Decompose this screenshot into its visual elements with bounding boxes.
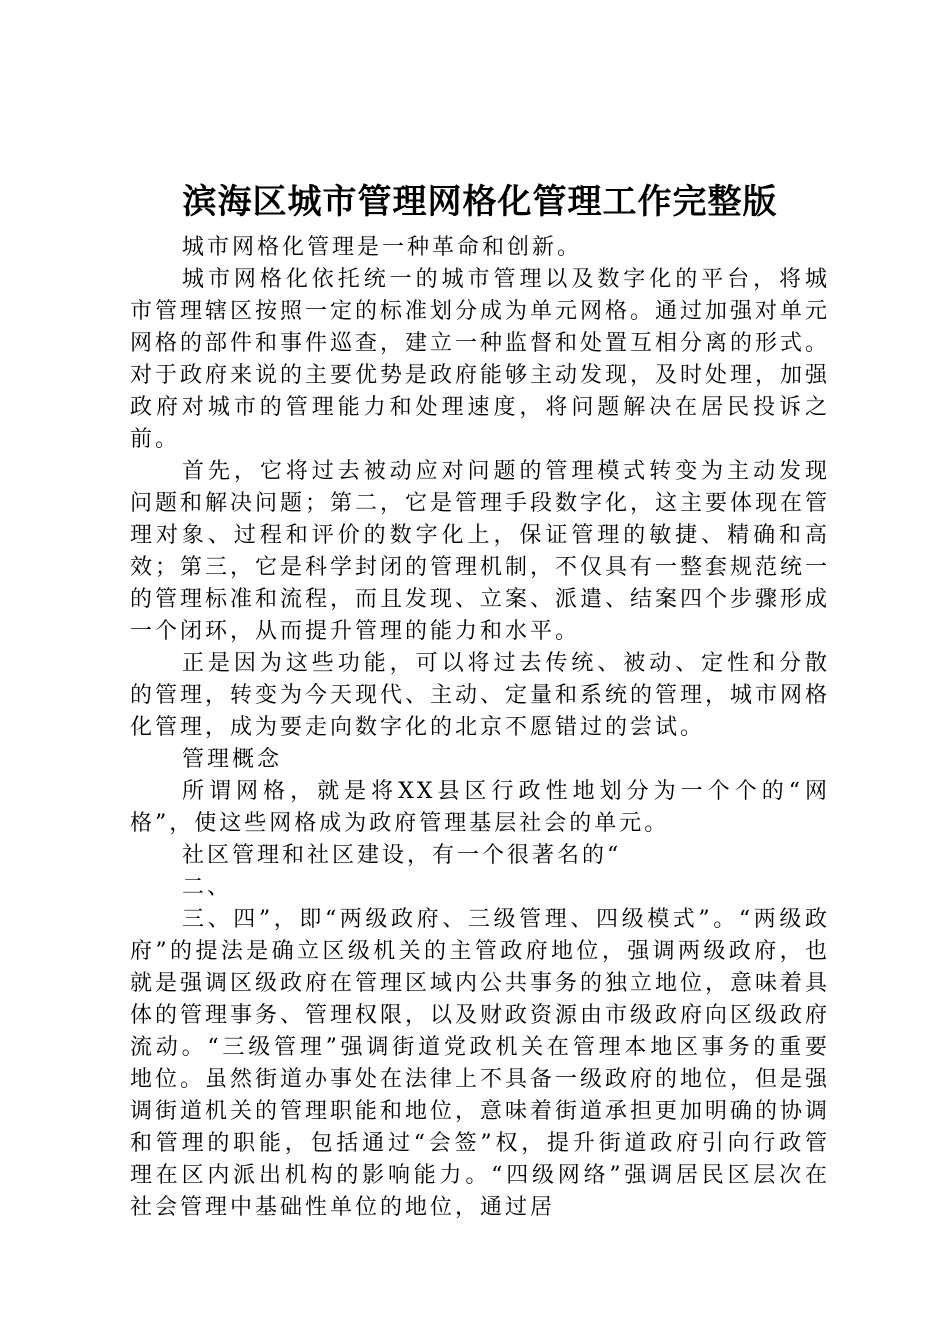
paragraph-fragment-two: 二、 — [182, 875, 233, 900]
document-title: 滨海区城市管理网格化管理工作完整版 — [182, 182, 778, 222]
paragraph-definition: 城市网格化依托统一的城市管理以及数字化的平台，将城市管理辖区按照一定的标准划分成为单元网格。通过加强对单元网格的部件和事件巡查，建立一种监督和处置互相分离的形式。对于政府来说的主要优势是政府能够主动发现，及时处理，加强政府对城市的管理能力和处理速度，将问题解决在居民投诉之前。 — [130, 267, 831, 452]
document-body — [130, 232, 830, 1224]
paragraph-grid-definition: 所谓网格，就是将XX县区行政性地划分为一个个的“网格”，使这些网格成为政府管理基层社会的单元。 — [130, 779, 830, 836]
paragraph-features: 首先，它将过去被动应对问题的管理模式转变为主动发现问题和解决问题；第二，它是管理手段数字化，这主要体现在管理对象、过程和评价的数字化上，保证管理的敏捷、精确和高效；第三，它是科学封闭的管理机制，不仅具有一整套规范统一的管理标准和流程，而且发现、立案、派遣、结案四个步骤形成一个闭环，从而提升管理的能力和水平。 — [130, 459, 831, 644]
section-heading-management-concept: 管理概念 — [182, 747, 283, 772]
paragraph-two-three-four: 三、四”，即“两级政府、三级管理、四级模式”。“两级政府”的提法是确立区级机关的主管政府地位，强调两级政府，也就是强调区级政府在管理区域内公共事务的独立地位，意味着具体的管理事务、管理权限，以及财政资源由市级政府向区级政府流动。“三级管理”强调街道党政机关在管理本地区事务的重要地位。虽然街道办事处在法律上不具备一级政府的地位，但是强调街道机关的管理职能和地位，意味着街道承担更加明确的协调和管理的职能，包括通过“会签”权，提升街道政府引向行政管理在区内派出机构的影响能力。“四级网络”强调居民区层次在社会管理中基础性单位的地位，通过居 — [130, 907, 831, 1220]
paragraph-significance: 正是因为这些功能，可以将过去传统、被动、定性和分散的管理，转变为今天现代、主动、定量和系统的管理，城市网格化管理，成为要走向数字化的北京不愿错过的尝试。 — [130, 651, 831, 740]
paragraph-community-management: 社区管理和社区建设，有一个很著名的“ — [182, 843, 622, 868]
paragraph-intro: 城市网格化管理是一种革命和创新。 — [182, 235, 583, 260]
